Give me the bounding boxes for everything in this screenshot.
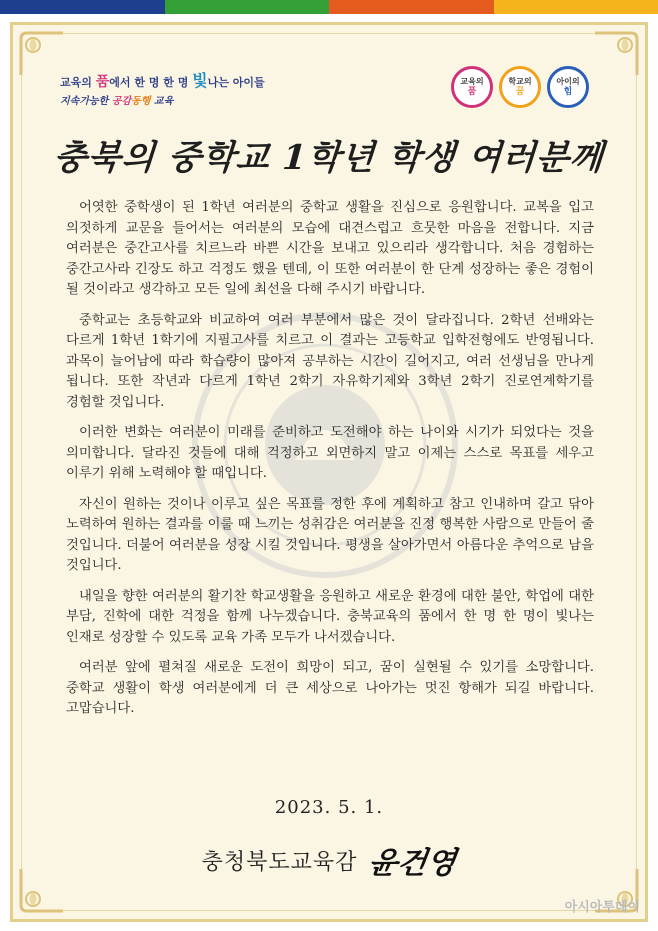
badge-education-embrace <box>451 66 493 108</box>
letter-body <box>66 198 594 730</box>
letter-title: 충북의 중학교 1학년 학생 여러분께 <box>52 138 606 178</box>
badge-bottom-text: 품 <box>467 87 477 97</box>
letter-paragraph: 어엿한 중학생이 된 1학년 여러분의 중학교 생활을 진심으로 응원합니다. 교복을 입고 의젓하게 교문을 들어서는 여러분의 모습에 대견스럽고 흐뭇한 마음을 전합니다. 지금 여러분은 중간고사를 치르느라 바쁜 시간을 보내고 있으리라 생각합니다. 처음 경험하는 중간고사라 긴장도 하고 걱정도 했을 텐데, 이 또한 여러분이 한 단계 성장하는 좋은 경험이 될 것이라고 생각하고 모든 일에 최선을 다해 주시기 바랍니다. <box>66 200 594 297</box>
slogan-part: 교육의 <box>60 76 96 89</box>
color-segment-green <box>165 0 330 14</box>
letter-paragraph: 이러한 변화는 여러분이 미래를 준비하고 도전해야 하는 나이와 시기가 되었다는 것을 의미합니다. 달라진 것들에 대해 걱정하고 외면하지 말고 이제는 스스로 목표를 세우고 이루기 위해 노력해야 할 때입니다. <box>66 425 594 481</box>
corner-ornament-icon <box>593 31 639 77</box>
top-color-bar <box>0 0 658 14</box>
slogan-headline <box>60 68 265 91</box>
slogan-part: 나는 아이들 <box>207 76 265 89</box>
color-segment-blue <box>0 0 165 14</box>
color-segment-orange <box>329 0 494 14</box>
badge-top-text: 아이의 <box>556 77 580 86</box>
slogan-highlight-bit: 빛 <box>192 71 208 90</box>
subslogan-part: 교육 <box>150 96 174 107</box>
letter-paragraph: 자신이 원하는 것이나 이루고 싶은 목표를 정한 후에 계획하고 참고 인내하며 갈고 닦아 노력하여 원하는 결과를 이룰 때 느끼는 성취감은 여러분을 진정 행복한 사람으로 만들어 줄 것입니다. 더불어 여러분을 성장 시킬 것입니다. 평생을 살아가면서 아름다운 추억으로 남을 것입니다. <box>66 496 594 573</box>
letter-date: 2023. 5. 1. <box>274 797 384 818</box>
badge-bottom-text: 꿈 <box>515 87 525 97</box>
slogan-subline <box>60 92 173 107</box>
slogan-part: 에서 한 명 한 명 <box>109 76 193 89</box>
signature-block <box>0 838 658 882</box>
subslogan-part: 공감 <box>111 96 132 107</box>
sender-signature: 윤건영 <box>366 846 459 881</box>
subslogan-part: 지속가능한 <box>60 96 112 107</box>
badge-bottom-text: 힘 <box>563 87 573 97</box>
letter-paragraph: 중학교는 초등학교와 비교하여 여러 부분에서 많은 것이 달라집니다. 2학년 선배와는 다르게 1학년 1학기에 지필고사를 치르고 이 결과는 고등학교 입학전형에도 반영됩니다. 과목이 늘어남에 따라 학습량이 많아져 공부하는 시간이 길어지고, 여러 선생님을 만나게 됩니다. 또한 작년과 다르게 1학년 2학기 자유학기제와 3학년 2학기 진로연계학기를 경험할 것입니다. <box>66 312 594 410</box>
letter-paragraph: 여러분 앞에 펼쳐질 새로운 도전이 희망이 되고, 꿈이 실현될 수 있기를 소망합니다. 중학교 생활이 학생 여러분에게 더 큰 세상으로 나아가는 멋진 항해가 되길 바랍니다. 고맙습니다. <box>66 660 594 716</box>
badge-child-power <box>547 66 589 108</box>
sender-title: 충청북도교육감 <box>201 849 358 875</box>
value-badges <box>451 66 589 108</box>
corner-ornament-icon <box>19 31 65 77</box>
badge-top-text: 학교의 <box>508 77 532 86</box>
letter-paragraph: 내일을 향한 여러분의 활기찬 학교생활을 응원하고 새로운 환경에 대한 불안, 학업에 대한 부담, 진학에 대한 걱정을 함께 나누겠습니다. 충북교육의 품에서 한 명 한 명이 빛나는 인재로 성장할 수 있도록 교육 가족 모두가 나서겠습니다. <box>66 588 594 645</box>
badge-school-dream <box>499 66 541 108</box>
subslogan-part: 동행 <box>131 96 151 107</box>
slogan-highlight-pum: 품 <box>95 74 110 90</box>
color-segment-yellow <box>494 0 658 14</box>
badge-top-text: 교육의 <box>460 77 484 86</box>
publisher-watermark: 아시아투데이 <box>564 900 640 915</box>
